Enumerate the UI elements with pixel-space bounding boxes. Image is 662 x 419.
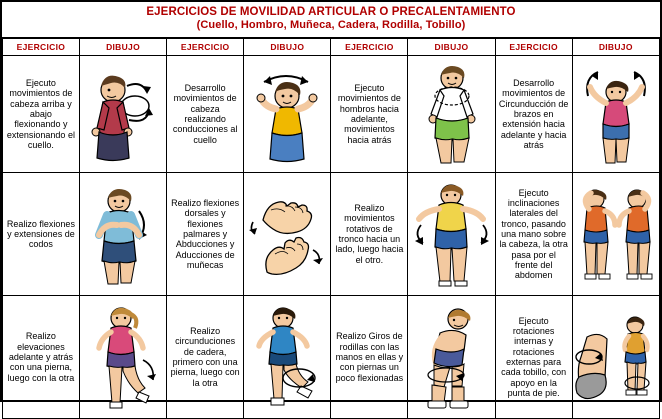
- header-exercise-1: EJERCICIO: [3, 39, 80, 56]
- exercise-drawing: [572, 173, 659, 296]
- trunk-rotation-figure: [408, 173, 494, 295]
- header-drawing-1: DIBUJO: [79, 39, 166, 56]
- exercise-drawing: [79, 56, 166, 173]
- hip-circumduction-figure: [244, 296, 330, 418]
- exercise-description: Realizo Giros de rodillas con las manos en ellas y con piernas un poco flexionadas: [331, 296, 408, 419]
- exercise-description: Desarrollo movimientos de Circunducción de brazos en extensión hacia adelante y hacia atrás: [495, 56, 572, 173]
- exercise-description: Ejecuto movimientos de hombros hacia adelante, movimientos hacia atrás: [331, 56, 408, 173]
- neck-rotation-figure: [244, 56, 330, 172]
- header-drawing-2: DIBUJO: [244, 39, 331, 56]
- exercise-drawing: [244, 56, 331, 173]
- exercise-drawing: [244, 296, 331, 419]
- exercise-drawing: [79, 173, 166, 296]
- wrist-movements-figure: [244, 173, 330, 295]
- arm-circumduction-figure: [573, 56, 659, 172]
- exercise-description: Realizo flexiones dorsales y flexiones palmares y Abducciones y Aducciones de muñecas: [167, 173, 244, 296]
- exercise-description: Ejecuto rotaciones internas y rotaciones externas para cada tobillo, con apoyo en la punta de pie.: [495, 296, 572, 419]
- exercise-description: Realizo flexiones y extensiones de codos: [3, 173, 80, 296]
- exercise-drawing: [408, 56, 495, 173]
- leg-swing-figure: [80, 296, 166, 418]
- elbow-flexion-figure: [80, 173, 166, 295]
- ankle-rotation-figure: [573, 296, 659, 418]
- knee-rotation-figure: [408, 296, 494, 418]
- shoulder-circles-figure: [408, 56, 494, 172]
- header-drawing-4: DIBUJO: [572, 39, 659, 56]
- exercise-description: Realizo movimientos rotativos de tronco hacia un lado, luego hacia el otro.: [331, 173, 408, 296]
- exercise-drawing: [572, 296, 659, 419]
- header-exercise-2: EJERCICIO: [167, 39, 244, 56]
- page-title-line2: (Cuello, Hombro, Muñeca, Cadera, Rodilla, Tobillo): [196, 19, 466, 32]
- exercise-description: Realizo circunduciones de cadera, primero con una pierna, luego con la otra: [167, 296, 244, 419]
- table-row: [3, 56, 660, 173]
- exercise-drawing: [79, 296, 166, 419]
- table-row: [3, 173, 660, 296]
- exercise-description: Ejecuto inclinaciones laterales del tronco, pasando una mano sobre la cabeza, la otra pasa por el frente del abdomen: [495, 173, 572, 296]
- exercise-drawing: [244, 173, 331, 296]
- page-title-line1: EJERCICIOS DE MOVILIDAD ARTICULAR O PRECALENTAMIENTO: [146, 6, 516, 18]
- exercise-drawing: [572, 56, 659, 173]
- lateral-trunk-bend-figure: [573, 173, 659, 295]
- neck-flexion-extension-figure: [80, 56, 166, 172]
- exercise-table: [2, 38, 660, 419]
- page-title: [2, 2, 660, 38]
- header-exercise-3: EJERCICIO: [331, 39, 408, 56]
- header-drawing-3: DIBUJO: [408, 39, 495, 56]
- exercise-drawing: [408, 173, 495, 296]
- exercise-description: Ejecuto movimientos de cabeza arriba y abajo flexionando y extensionando el cuello.: [3, 56, 80, 173]
- table-header-row: [3, 39, 660, 56]
- exercise-description: Realizo elevaciones adelante y atrás con una pierna, luego con la otra: [3, 296, 80, 419]
- exercise-drawing: [408, 296, 495, 419]
- table-row: [3, 296, 660, 419]
- header-exercise-4: EJERCICIO: [495, 39, 572, 56]
- exercise-description: Desarrollo movimientos de cabeza realizando conducciones al cuello: [167, 56, 244, 173]
